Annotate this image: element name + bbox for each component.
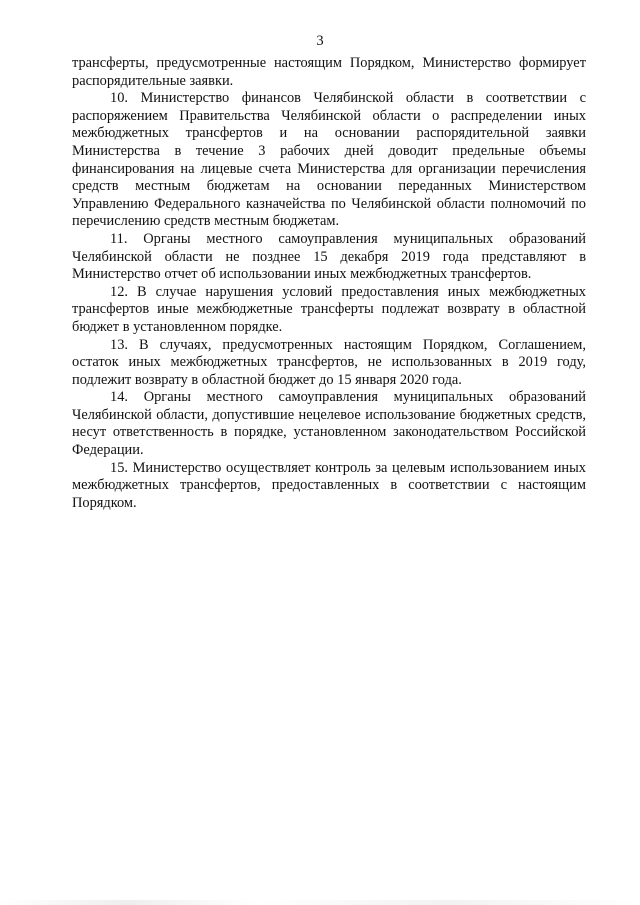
page-number: 3 (316, 33, 324, 49)
paragraph-13: 13. В случаях, предусмотренных настоящим Порядком, Соглашением, остаток иных межбюджетных трансфертов, не использованных в 2019 году, подлежит возврату в областной бюджет до 15 января 2020 года. (72, 336, 586, 388)
paragraph-10: 10. Министерство финансов Челябинской области в соответствии с распоряжением Правительства Челябинской области о распределении иных межбюджетных трансфертов и на основании распорядительной заявки Министерства в течение 3 рабочих дней доводит предельные объемы финансирования на лицевые счета Министерства для организации перечисления средств местным бюджетам на основании переданных Министерством Управлению Федерального казначейства по Челябинской области полномочий по перечислению средств местным бюджетам. (72, 90, 586, 230)
paragraph-11: 11. Органы местного самоуправления муниципальных образований Челябинской области не позднее 15 декабря 2019 года представляют в Министерство отчет об использовании иных межбюджетных трансфертов. (72, 230, 586, 283)
paragraph-15: 15. Министерство осуществляет контроль за целевым использованием иных межбюджетных трансфертов, предоставленных в соответствии с настоящим Порядком. (72, 459, 586, 511)
document-body (72, 55, 586, 512)
paragraph-14: 14. Органы местного самоуправления муниципальных образований Челябинской области, допустившие нецелевое использование бюджетных средств, несут ответственность в порядке, установленном законодательством Российской Федерации. (72, 389, 586, 459)
scan-edge-artifact (0, 900, 640, 905)
paragraph-continuation: трансферты, предусмотренные настоящим Порядком, Министерство формирует распорядительные заявки. (72, 55, 586, 89)
paragraph-12: 12. В случае нарушения условий предоставления иных межбюджетных трансфертов иные межбюджетные трансферты подлежат возврату в областной бюджет в установленном порядке. (72, 283, 586, 335)
